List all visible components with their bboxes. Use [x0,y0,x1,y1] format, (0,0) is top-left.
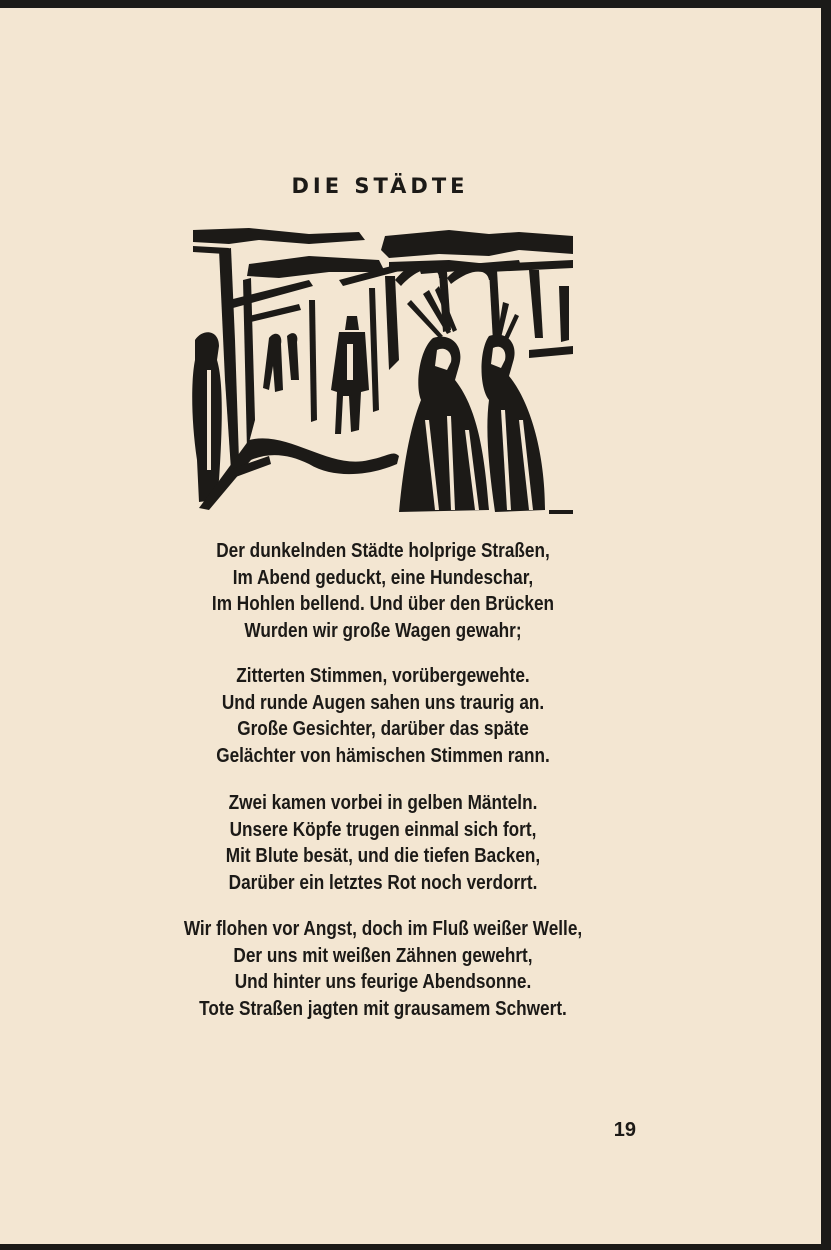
verse-line: Und hinter uns feurige Abendsonne. [234,971,532,993]
stanza-4 [54,916,713,1022]
stanza-2 [54,663,713,769]
verse-line: Im Hohlen bellend. Und über den Brücken [211,593,555,615]
verse-line: Tote Straßen jagten mit grausamem Schwert. [199,997,567,1020]
verse-line: Gelächter von hämischen Stimmen rann. [216,744,550,767]
verse-line: Große Gesichter, darüber das späte [237,718,529,740]
verse-line: Und runde Augen sahen uns traurig an. [221,691,545,714]
verse-line: Der dunkelnden Städte holprige Straßen, [216,540,550,562]
stanza-1 [54,538,713,644]
woodcut-illustration [189,220,573,516]
verse-line: Zwei kamen vorbei in gelben Mänteln. [228,792,538,814]
verse-line: Wurden wir große Wagen gewahr; [244,619,522,642]
page-number: 19 [613,1119,636,1141]
book-page [0,8,821,1244]
stanza-3 [54,790,713,896]
verse-line: Im Abend geduckt, eine Hundeschar, [232,566,534,589]
verse-line: Mit Blute besät, und die tiefen Backen, [225,845,541,867]
verse-line: Der uns mit weißen Zähnen gewehrt, [233,944,533,967]
poem-title: DIE STÄDTE [291,174,469,198]
verse-line: Zitterten Stimmen, vorübergewehte. [236,665,530,687]
verse-line: Darüber ein letztes Rot noch verdorrt. [228,871,538,894]
verse-line: Wir flohen vor Angst, doch im Fluß weißer Welle, [183,918,583,940]
verse-line: Unsere Köpfe trugen einmal sich fort, [229,818,537,841]
